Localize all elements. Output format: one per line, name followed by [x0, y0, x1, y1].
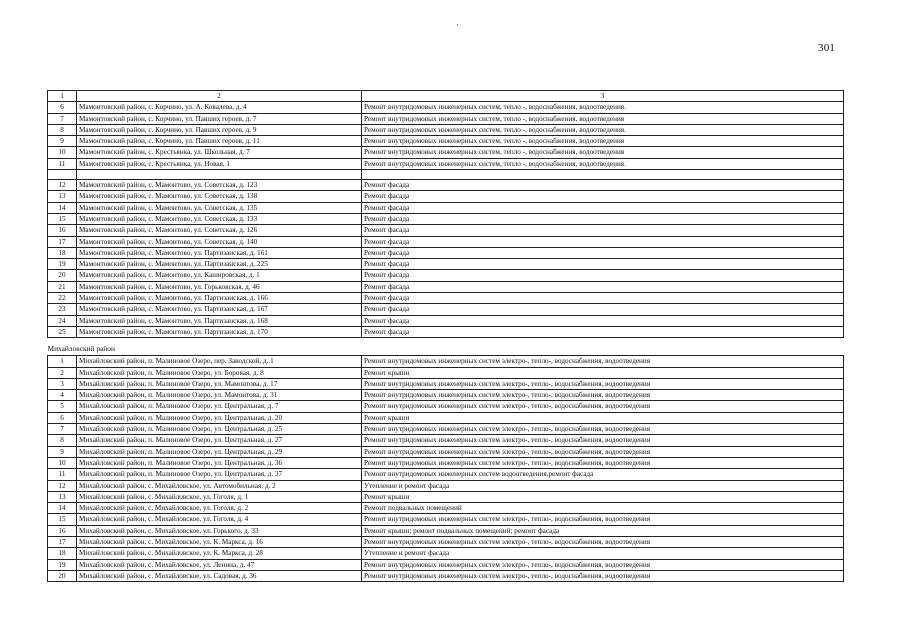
row-work-type: Ремонт крыши: [362, 491, 844, 502]
row-work-type: Ремонт внутридомовых инженерных систем электро-, тепло-, водоснабжения, водоотведения: [362, 446, 844, 457]
row-address: Мамонтовский район, с. Мамонтово, ул. Партизанская, д. 168: [77, 315, 362, 326]
row-work-type: Ремонт фасада: [362, 191, 844, 202]
row-address: Мамонтовский район, с. Мамонтово, ул. Советская, д. 135: [77, 202, 362, 213]
row-address: Михайловский район, с. Михайловское, ул. К. Маркса, д. 16: [77, 536, 362, 547]
row-address: Мамонтовский район, с. Корчино, ул. Павших героев, д. 11: [77, 136, 362, 147]
table-row: [48, 113, 844, 124]
row-number: 20: [48, 570, 77, 581]
row-number: 10: [48, 147, 77, 158]
row-work-type: Ремонт внутридомовых инженерных систем, тепло -, водоснабжения, водоотведения.: [362, 158, 844, 169]
row-address: Мамонтовский район, с. Мамонтово, ул. Горьковская, д. 46: [77, 281, 362, 292]
row-number: 12: [48, 480, 77, 491]
row-work-type: Ремонт фасада: [362, 225, 844, 236]
row-number: 22: [48, 293, 77, 304]
table-row: [48, 367, 844, 378]
column-header-2: 2: [77, 91, 362, 102]
table-row: [48, 259, 844, 270]
table-row: [48, 480, 844, 491]
table-row: [48, 469, 844, 480]
row-address: Михайловский район, п. Малиновое Озеро, ул. Мамонтова, д. 17: [77, 378, 362, 389]
row-address: Михайловский район, с. Михайловское, ул. Садовая, д. 36: [77, 570, 362, 581]
blank-cell: [48, 170, 77, 180]
row-address: Мамонтовский район, с. Мамонтово, ул. Советская, д. 138: [77, 191, 362, 202]
table-row: [48, 225, 844, 236]
row-work-type: Ремонт фасада: [362, 281, 844, 292]
row-work-type: Ремонт крыши: [362, 367, 844, 378]
row-number: 16: [48, 525, 77, 536]
row-work-type: Ремонт фасада: [362, 270, 844, 281]
table-row: [48, 158, 844, 169]
row-address: Михайловский район, п. Малиновое Озеро, ул. Центральная, д. 37: [77, 469, 362, 480]
row-number: 25: [48, 326, 77, 337]
row-work-type: Ремонт крыши: [362, 412, 844, 423]
row-number: 13: [48, 491, 77, 502]
row-address: Михайловский район, п. Малиновое Озеро, пер. Заводской, д. 1: [77, 356, 362, 367]
row-address: Михайловский район, п. Малиновое Озеро, ул. Центральная, д. 36: [77, 457, 362, 468]
blank-cell: [362, 170, 844, 180]
row-number: 1: [48, 356, 77, 367]
row-number: 24: [48, 315, 77, 326]
row-number: 21: [48, 281, 77, 292]
row-number: 13: [48, 191, 77, 202]
table-row: [48, 435, 844, 446]
column-header-1: 1: [48, 91, 77, 102]
table-row: [48, 356, 844, 367]
row-address: Мамонтовский район, с. Мамонтово, ул. Партизанская, д. 161: [77, 247, 362, 258]
row-work-type: Ремонт внутридомовых инженерных систем электро-, тепло-, водоснабжения, водоотведения: [362, 536, 844, 547]
blank-cell: [77, 170, 362, 180]
row-address: Мамонтовский район, с. Корчино, ул. Павших героев, д. 9: [77, 124, 362, 135]
row-number: 18: [48, 247, 77, 258]
section-heading-row: [48, 338, 844, 356]
row-work-type: Ремонт фасада: [362, 213, 844, 224]
row-address: Мамонтовский район, с. Мамонтово, ул. Кашировская, д. 1: [77, 270, 362, 281]
row-work-type: Ремонт фасада: [362, 247, 844, 258]
table-row: [48, 548, 844, 559]
table-row: [48, 514, 844, 525]
table-row: [48, 136, 844, 147]
row-work-type: Ремонт внутридомовых инженерных систем электро-, тепло-, водоснабжения, водоотведения: [362, 457, 844, 468]
row-address: Михайловский район, п. Малиновое Озеро, ул. Мамонтова, д. 31: [77, 390, 362, 401]
row-address: Мамонтовский район, с. Мамонтово, ул. Партизанская, д. 167: [77, 304, 362, 315]
row-number: 15: [48, 213, 77, 224]
table-row: [48, 503, 844, 514]
row-number: 9: [48, 446, 77, 457]
row-address: Михайловский район, с. Михайловское, ул. Гоголя, д. 4: [77, 514, 362, 525]
table-row: [48, 293, 844, 304]
page-number: 301: [818, 42, 836, 54]
row-number: 16: [48, 225, 77, 236]
table-body: [48, 91, 844, 582]
row-work-type: Ремонт внутридомовых инженерных систем электро-, тепло-, водоснабжения, водоотведения: [362, 570, 844, 581]
row-work-type: Ремонт фасада: [362, 304, 844, 315]
row-work-type: Ремонт внутридомовых инженерных систем водоотведения,ремонт фасада: [362, 469, 844, 480]
row-number: 6: [48, 102, 77, 113]
table-row: [48, 191, 844, 202]
row-address: Мамонтовский район, с. Крестьянка, ул. Новая, 1: [77, 158, 362, 169]
row-address: Михайловский район, п. Малиновое Озеро, ул. Центральная, д. 7: [77, 401, 362, 412]
row-work-type: Ремонт внутридомовых инженерных систем, тепло -, водоснабжения, водоотведения.: [362, 102, 844, 113]
row-address: Мамонтовский район, с. Мамонтово, ул. Партизанская, д. 166: [77, 293, 362, 304]
scan-speck: [457, 24, 458, 25]
table-row: [48, 102, 844, 113]
table-row: [48, 525, 844, 536]
row-number: 9: [48, 136, 77, 147]
table-row: [48, 147, 844, 158]
row-work-type: Ремонт внутридомовых инженерных систем электро-, тепло-, водоснабжения, водоотведения: [362, 401, 844, 412]
row-number: 2: [48, 367, 77, 378]
blank-row: [48, 170, 844, 180]
row-address: Михайловский район, п. Малиновое Озеро, ул. Центральная, д. 20: [77, 412, 362, 423]
row-number: 6: [48, 412, 77, 423]
row-work-type: Ремонт фасада: [362, 315, 844, 326]
row-work-type: Ремонт фасада: [362, 259, 844, 270]
row-number: 17: [48, 236, 77, 247]
table-row: [48, 247, 844, 258]
row-work-type: Ремонт внутридомовых инженерных систем, тепло -, водоснабжения, водоотведения: [362, 136, 844, 147]
row-address: Михайловский район, с. Михайловское, ул. Гоголя, д. 1: [77, 491, 362, 502]
row-number: 8: [48, 124, 77, 135]
row-work-type: Ремонт внутридомовых инженерных систем электро-, тепло-, водоснабжения, водоотведения: [362, 424, 844, 435]
table-header-row: [48, 91, 844, 102]
row-work-type: Ремонт внутридомовых инженерных систем электро-, тепло-, водоснабжения, водоотведения: [362, 514, 844, 525]
row-work-type: Ремонт фасада: [362, 236, 844, 247]
row-address: Мамонтовский район, с. Мамонтово, ул. Советская, д. 126: [77, 225, 362, 236]
table-row: [48, 412, 844, 423]
row-address: Мамонтовский район, с. Корчино, ул. А. Ковалева, д. 4: [77, 102, 362, 113]
table-row: [48, 446, 844, 457]
table-row: [48, 378, 844, 389]
row-address: Мамонтовский район, с. Мамонтово, ул. Партизанская, д. 225: [77, 259, 362, 270]
row-address: Михайловский район, с. Михайловское, ул. Автомобильная, д. 2: [77, 480, 362, 491]
row-address: Мамонтовский район, с. Мамонтово, ул. Партизанская, д. 170: [77, 326, 362, 337]
row-work-type: Ремонт фасада: [362, 293, 844, 304]
table-row: [48, 202, 844, 213]
row-number: 7: [48, 424, 77, 435]
section-title: Михайловский район: [47, 344, 115, 354]
row-work-type: Ремонт внутридомовых инженерных систем, тепло -, водоснабжения, водоотведения: [362, 113, 844, 124]
table-row: [48, 213, 844, 224]
table-row: [48, 281, 844, 292]
row-number: 15: [48, 514, 77, 525]
repair-program-table: [47, 90, 844, 582]
row-address: Мамонтовский район, с. Корчино, ул. Павших героев, д. 7: [77, 113, 362, 124]
row-address: Михайловский район, п. Малиновое Озеро, ул. Центральная, д. 25: [77, 424, 362, 435]
row-work-type: Ремонт фасада: [362, 326, 844, 337]
table-row: [48, 570, 844, 581]
row-work-type: Утепление и ремонт фасада: [362, 548, 844, 559]
table-row: [48, 424, 844, 435]
row-address: Мамонтовский район, с. Мамонтово, ул. Советская, д. 123: [77, 180, 362, 191]
row-number: 5: [48, 401, 77, 412]
row-address: Михайловский район, с. Михайловское, ул. К. Маркса, д. 28: [77, 548, 362, 559]
row-number: 4: [48, 390, 77, 401]
table-row: [48, 315, 844, 326]
row-work-type: Ремонт внутридомовых инженерных систем электро-, тепло-, водоснабжения, водоотведения: [362, 559, 844, 570]
row-number: 12: [48, 180, 77, 191]
row-number: 3: [48, 378, 77, 389]
row-address: Михайловский район, п. Малиновое Озеро, ул. Центральная, д. 27: [77, 435, 362, 446]
table-row: [48, 401, 844, 412]
row-work-type: Ремонт внутридомовых инженерных систем, тепло -, водоснабжения, водоотведения.: [362, 124, 844, 135]
row-number: 14: [48, 503, 77, 514]
table-row: [48, 491, 844, 502]
row-number: 19: [48, 259, 77, 270]
row-work-type: Ремонт фасада: [362, 180, 844, 191]
row-address: Михайловский район, с. Михайловское, ул. Гоголя, д. 2: [77, 503, 362, 514]
table-row: [48, 180, 844, 191]
table-row: [48, 457, 844, 468]
row-number: 17: [48, 536, 77, 547]
row-address: Мамонтовский район, с. Мамонтово, ул. Советская, д. 140: [77, 236, 362, 247]
row-number: 8: [48, 435, 77, 446]
row-number: 11: [48, 469, 77, 480]
table-row: [48, 326, 844, 337]
row-number: 18: [48, 548, 77, 559]
table-row: [48, 559, 844, 570]
table-row: [48, 536, 844, 547]
table-row: [48, 236, 844, 247]
row-number: 11: [48, 158, 77, 169]
row-work-type: Ремонт внутридомовых инженерных систем электро-, тепло-, водоснабжения, водоотведения: [362, 356, 844, 367]
row-address: Мамонтовский район, с. Мамонтово, ул. Советская, д. 133: [77, 213, 362, 224]
row-address: Михайловский район, п. Малиновое Озеро, ул. Боровая, д. 8: [77, 367, 362, 378]
row-address: Мамонтовский район, с. Крестьянка, ул. Школьная, д. 7: [77, 147, 362, 158]
row-number: 14: [48, 202, 77, 213]
table-row: [48, 390, 844, 401]
row-address: Михайловский район, п. Малиновое Озеро, ул. Центральная, д. 29: [77, 446, 362, 457]
row-number: 23: [48, 304, 77, 315]
column-header-3: 3: [362, 91, 844, 102]
row-address: Михайловский район, с. Михайловское, ул. Ленина, д. 47: [77, 559, 362, 570]
row-number: 7: [48, 113, 77, 124]
table-row: [48, 124, 844, 135]
row-work-type: Ремонт внутридомовых инженерных систем, тепло -, водоснабжения, водоотведения: [362, 147, 844, 158]
row-number: 20: [48, 270, 77, 281]
row-work-type: Ремонт фасада: [362, 202, 844, 213]
row-work-type: Ремонт подвальных помещений: [362, 503, 844, 514]
row-work-type: Ремонт внутридомовых инженерных систем электро-, тепло-, водоснабжения, водоотведения: [362, 435, 844, 446]
table-row: [48, 270, 844, 281]
row-work-type: Ремонт крыши; ремонт подвальных помещений; ремонт фасада: [362, 525, 844, 536]
row-address: Михайловский район, с. Михайловское, ул. Горького, д. 33: [77, 525, 362, 536]
row-work-type: Ремонт внутридомовых инженерных систем электро-, тепло-, водоснабжения, водоотведения: [362, 378, 844, 389]
table-row: [48, 304, 844, 315]
row-number: 19: [48, 559, 77, 570]
row-work-type: Утепление и ремонт фасада: [362, 480, 844, 491]
row-number: 10: [48, 457, 77, 468]
row-work-type: Ремонт внутридомовых инженерных систем электро-, тепло-, водоснабжения, водоотведения: [362, 390, 844, 401]
